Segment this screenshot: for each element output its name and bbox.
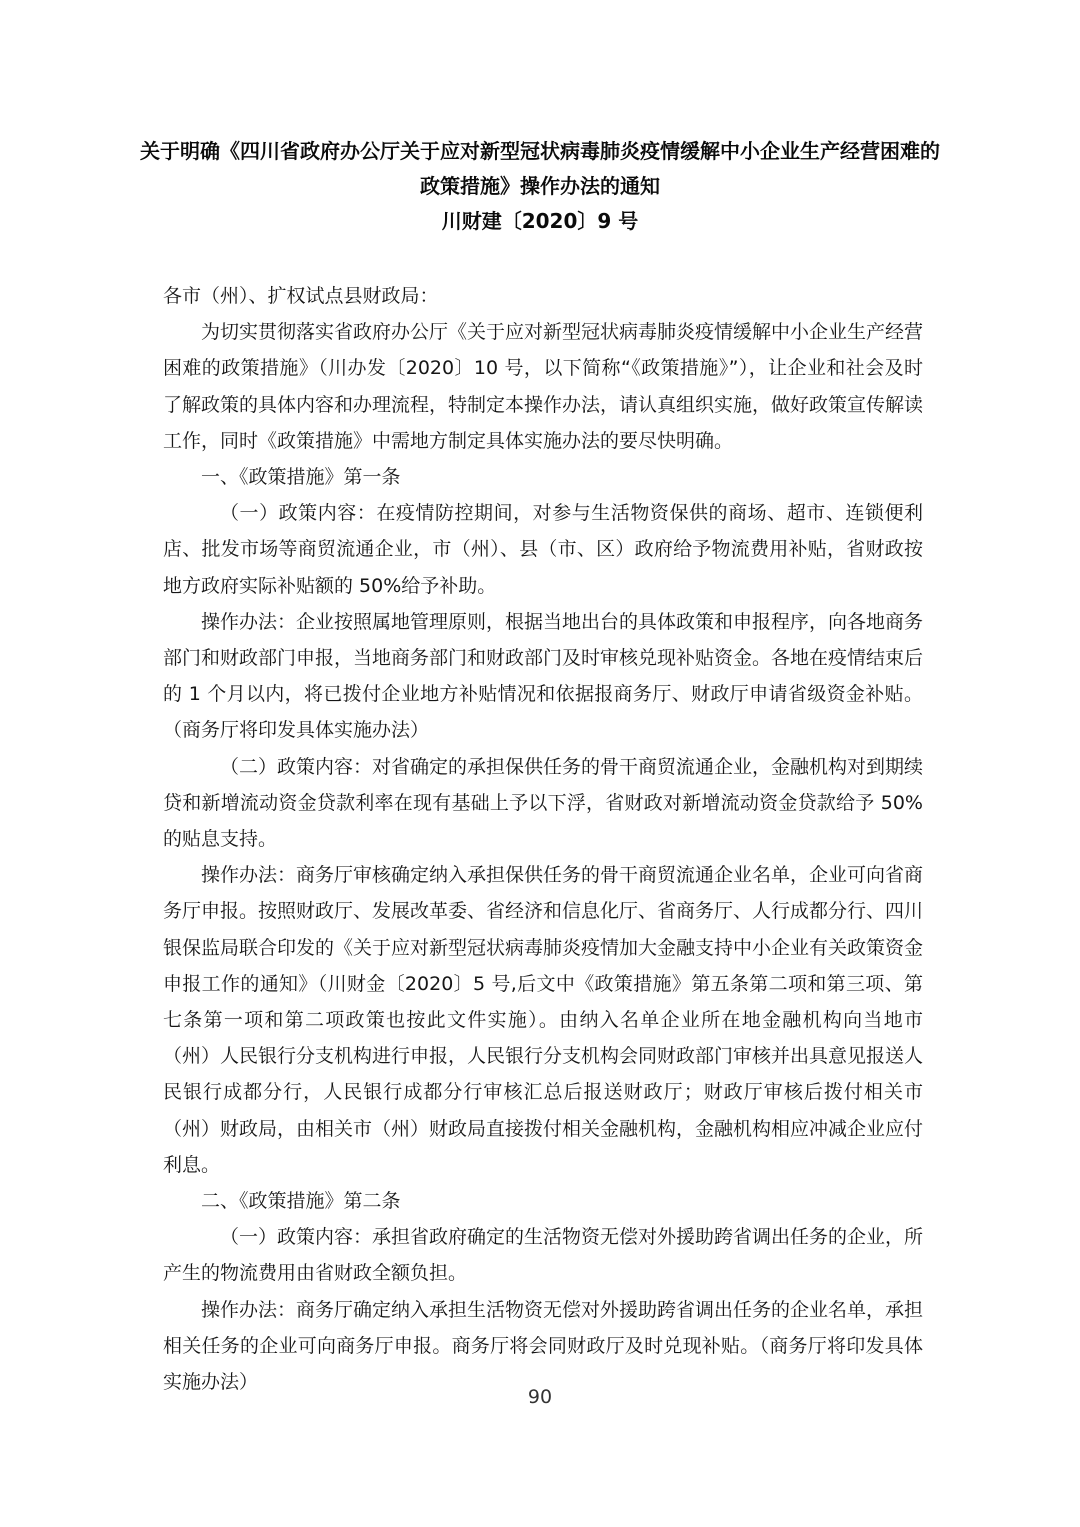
section-heading-2: 二、《政策措施》第二条 [201,1190,401,1213]
salutation: 各市（州）、扩权试点县财政局： [163,285,439,307]
policy-content-1-2: （二）政策内容：对省确定的承担保供任务的骨干商贸流通企业，金融机构对到期续贷和新增流动资金贷款利率在现有基础上予以下浮，省财政对新增流动资金贷款给予 50%的贴息支持。 [163,755,924,851]
policy-content-2-1: （一）政策内容：承担省政府确定的生活物资无偿对外援助跨省调出任务的企业，所产生的物流费用由省财政全额负担。 [163,1226,924,1285]
operation-method-1-2: 操作办法：商务厅审核确定纳入承担保供任务的骨干商贸流通企业名单，企业可向省商务厅申报。按照财政厅、发展改革委、省经济和信息化厅、省商务厅、人行成都分行、四川银保监局联合印发的《关于应对新型冠状病毒肺炎疫情加大金融支持中小企业有关政策资金申报工作的通知》（川财金〔2020〕5 号,后文中《政策措施》第五条第二项和第三项、第七条第一项和第二项政策也按此文件实施）。由纳入名单企业所在地金融机构向当地市（州）人民银行分支机构进行申报，人民银行分支机构会同财政部门审核并出具意见报送人民银行成都分行，人民银行成都分行审核汇总后报送财政厅；财政厅审核后拨付相关市（州）财政局，由相关市（州）财政局直接拨付相关金融机构，金融机构相应冲减企业应付利息。 [163,864,924,1176]
intro-paragraph: 为切实贯彻落实省政府办公厅《关于应对新型冠状病毒肺炎疫情缓解中小企业生产经营困难的政策措施》（川办发〔2020〕10 号，以下简称“《政策措施》”），让企业和社会及时了解政策的具体内容和办理流程，特制定本操作办法，请认真组织实施，做好政策宣传解读工作，同时《政策措施》中需地方制定具体实施办法的要尽快明确。 [163,321,924,452]
document-body [163,278,923,1400]
title-line-2: 政策措施》操作办法的通知 [420,174,660,198]
operation-method-1-1: 操作办法：企业按照属地管理原则，根据当地出台的具体政策和申报程序，向各地商务部门和财政部门申报，当地商务部门和财政部门及时审核兑现补贴资金。各地在疫情结束后的 1 个月以内，将已拨付企业地方补贴情况和依据报商务厅、财政厅申请省级资金补贴。（商务厅将印发具体实施办法） [163,610,924,742]
page-number: 90 [527,1386,553,1408]
section-heading-1: 一、《政策措施》第一条 [201,466,401,489]
policy-content-1-1: （一）政策内容：在疫情防控期间，对参与生活物资保供的商场、超市、连锁便利店、批发市场等商贸流通企业，市（州）、县（市、区）政府给予物流费用补贴，省财政按地方政府实际补贴额的 50%给予补助。 [163,502,923,597]
document-title [120,134,960,239]
title-line-1: 关于明确《四川省政府办公厅关于应对新型冠状病毒肺炎疫情缓解中小企业生产经营困难的 [140,139,940,163]
document-number: 川财建〔2020〕9 号 [441,209,639,233]
operation-method-2-1: 操作办法：商务厅确定纳入承担生活物资无偿对外援助跨省调出任务的企业名单，承担相关任务的企业可向商务厅申报。商务厅将会同财政厅及时兑现补贴。（商务厅将印发具体实施办法） [163,1298,924,1394]
